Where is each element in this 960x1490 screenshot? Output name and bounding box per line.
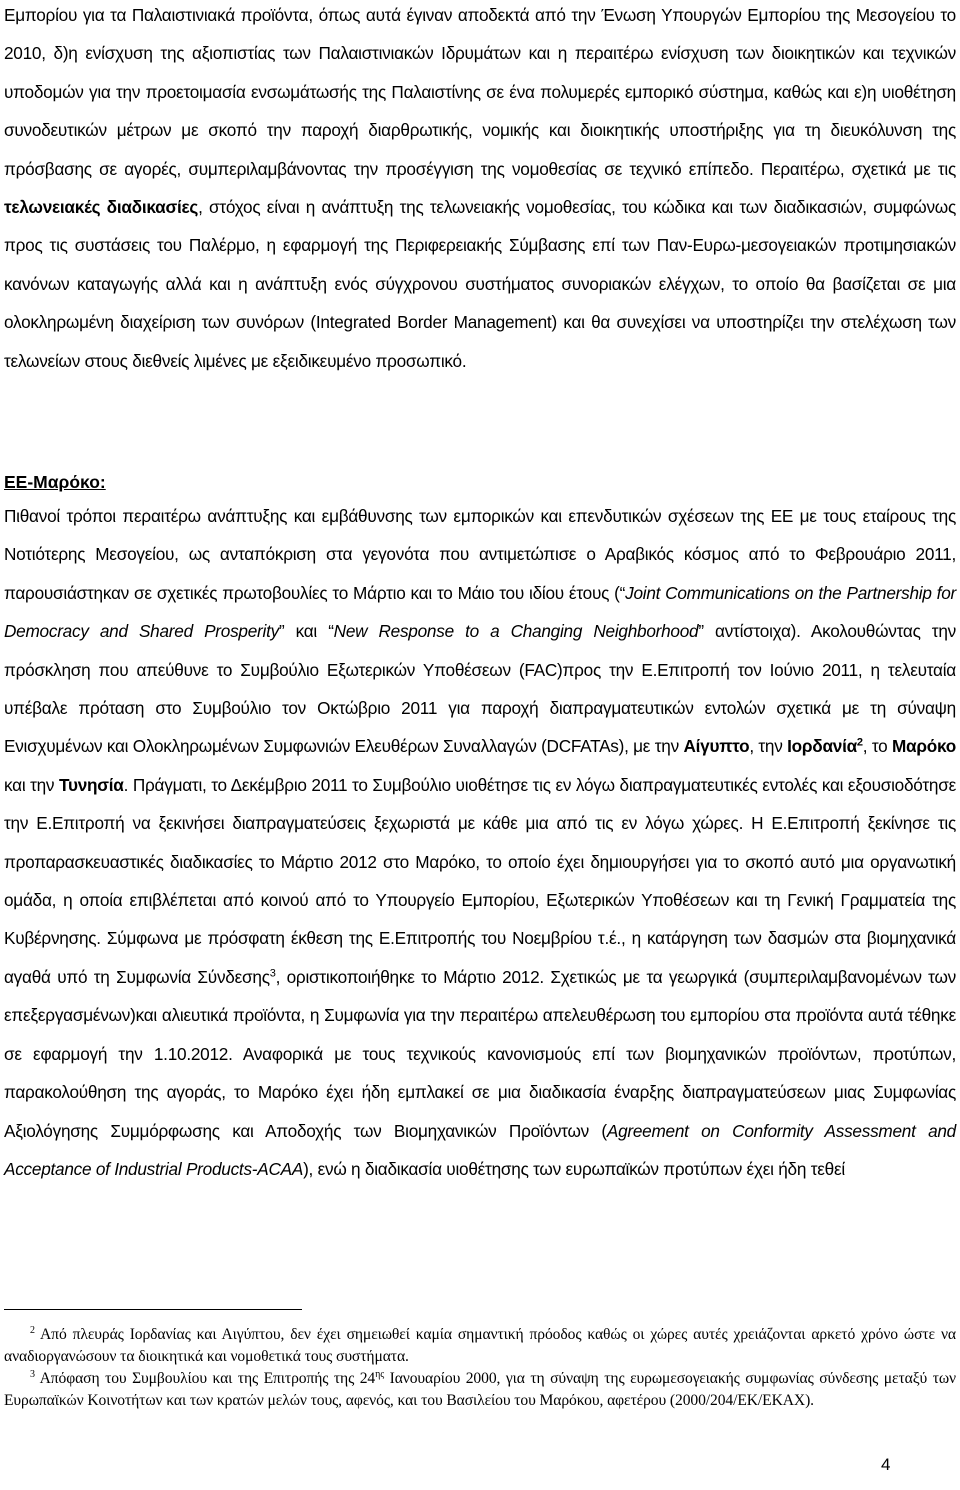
- footnote-text: Από πλευράς Ιορδανίας και Αιγύπτου, δεν έχει σημειωθεί καμία σημαντική πρόοδος καθώς οι χώρες αυτές χρειάζονται αρκετό χρόνο ώστε να αναδιοργανώσουν τα διοικητικά και νομοθετικά τους συστήματα.: [4, 1326, 956, 1365]
- bold-country-egypt: Αίγυπτο: [683, 736, 750, 757]
- section-heading-eu-morocco: ΕΕ-Μαρόκο:: [4, 472, 106, 492]
- paragraph-text: ” και “: [278, 621, 334, 642]
- italic-title-new-response: New Response to a Changing Neighborhood: [333, 621, 699, 642]
- bold-country-morocco: Μαρόκο: [891, 736, 956, 757]
- paragraph-text: . Πράγματι, το Δεκέμβριο 2011 το Συμβούλιο υιοθέτησε τις εν λόγω διαπραγματευτικές εντολές και εξουσιοδότησε την Ε.Επιτροπή να ξεκινήσει διαπραγματεύσεις ξεχωριστά με κάθε μια από τις εν λόγω χώρες. Η Ε.Επιτροπή ξεκίνησε τις προπαρασκευαστικές διαδικασίες το Μάρτιο 2012 στο Μαρόκο, το οποίο έχει δημιουργήσει για το σκοπό αυτό μια οργανωτική ομάδα, η οποία επιβλέπεται από κοινού από το Υπουργείο Εμπορίου, Εξωτερικών Υποθέσεων και τη Γενική Γραμματεία της Κυβέρνησης. Σύμφωνα με πρόσφατη έκθεση της Ε.Επιτροπής του Νοεμβρίου τ.έ., η κατάργηση των δασμών στα βιομηχανικά αγαθά υπό τη Συμφωνία Σύνδεσης: [4, 774, 956, 987]
- bold-country-jordan: Ιορδανία: [787, 736, 857, 757]
- footnotes: [4, 1324, 956, 1412]
- paragraph-text: Εμπορίου για τα Παλαιστινιακά προϊόντα, όπως αυτά έγιναν αποδεκτά από την Ένωση Υπουργών Εμπορίου της Μεσογείου το 2010, δ)η ενίσχυση της αξιοπιστίας των Παλαιστινιακών Ιδρυμάτων και η περαιτέρω ενίσχυση των διοικητικών και τεχνικών υποδομών για την προετοιμασία ενσωμάτωσής της Παλαιστίνης σε ένα πολυμερές εμπορικό σύστημα, καθώς και ε)η υιοθέτηση συνοδευτικών μέτρων με σκοπό την παροχή διαρθρωτικής, νομικής και διοικητικής υποστήριξης για τη διευκόλυνση της πρόσβασης σε αγορές, συμπεριλαμβάνοντας την προσέγγιση της νομοθεσίας σε τεχνικό επίπεδο. Περαιτέρω, σχετικά με τις: [4, 5, 956, 179]
- body-paragraph-eu-morocco: [4, 497, 956, 1188]
- paragraph-text: Πιθανοί τρόποι περαιτέρω ανάπτυξης και εμβάθυνσης των εμπορικών και επενδυτικών σχέσεων της ΕΕ με τους εταίρους της Νοτιότερης Μεσογείου, ως ανταπόκριση στα γεγονότα που αντιμετώπισε ο Αραβικός κόσμος από το Φεβρουάριο 2011, παρουσιάστηκαν σε σχετικές πρωτοβουλίες το Μάρτιο και το Μάιο του ιδίου έτους (“: [4, 506, 956, 603]
- footnote-text: Απόφαση του Συμβουλίου και της Επιτροπής της 24: [39, 1370, 376, 1387]
- footnote-text: Ιανουαρίου 2000, για τη σύναψη της ευρωμεσογειακής συμφωνίας σύνδεσης μεταξύ των Ευρωπαϊκών Κοινοτήτων και των κρατών μελών τους, αφενός, και του Βασιλείου του Μαρόκου, αφετέρου (2000/204/ΕΚ/ΕΚΑΧ).: [4, 1370, 956, 1409]
- footnote-ordinal-suffix: ης: [375, 1368, 385, 1380]
- footnote-reference-3[interactable]: 3: [269, 967, 276, 980]
- footnote-3: [4, 1368, 956, 1412]
- footnote-number: 3: [30, 1368, 35, 1380]
- paragraph-text: , οριστικοποιήθηκε το Μάρτιο 2012. Σχετικώς με τα γεωργικά (συμπεριλαμβανομένων των επεξεργασμένων)και αλιευτικά προϊόντα, η Συμφωνία για την περαιτέρω απελευθέρωση του εμπορίου στα προϊόντα αυτά τέθηκε σε εφαρμογή την 1.10.2012. Αναφορικά με τους τεχνικούς κανονισμούς επί των βιομηχανικών προϊόντων, προτύπων, παρακολούθηση της αγοράς, το Μαρόκο έχει ήδη εμπλακεί σε μια διαδικασία έναρξης διαπραγματεύσεων μιας Συμφωνίας Αξιολόγησης Συμμόρφωσης και Αποδοχής των Βιομηχανικών Προϊόντων (: [4, 966, 956, 1141]
- italic-title-joint-communications: Joint Communications on the Partnership for Democracy and Shared Prosperity: [4, 582, 956, 642]
- paragraph-text: ), ενώ η διαδικασία υιοθέτησης των ευρωπαϊκών προτύπων έχει ήδη τεθεί: [303, 1158, 845, 1179]
- paragraph-text: ” αντίστοιχα). Ακολουθώντας την πρόσκληση που απεύθυνε το Συμβούλιο Εξωτερικών Υποθέσεων (FAC)προς την Ε.Επιτροπή τον Ιούνιο 2011, η τελευταία υπέβαλε πρόταση στο Συμβούλιο τον Οκτώβριο 2011 για παροχή διαπραγματευτικών εντολών σχετικά με τη σύναψη Ενισχυμένων και Ολοκληρωμένων Συμφωνιών Ελευθέρων Συναλλαγών (DCFATAs), με την: [4, 621, 956, 757]
- footnote-number: 2: [30, 1324, 35, 1336]
- paragraph-text: και την: [4, 774, 59, 795]
- footnote-reference-2[interactable]: 2: [856, 736, 863, 749]
- paragraph-text: , στόχος είναι η ανάπτυξη της τελωνειακής νομοθεσίας, του κώδικα και των διαδικασιών, συμφώνως προς τις συστάσεις του Παλέρμο, η εφαρμογή της Περιφερειακής Σύμβασης επί των Παν-Ευρω-μεσογειακών προτιμησιακών κανόνων καταγωγής αλλά και η ανάπτυξη ενός σύγχρονου συστήματος συνοριακών ελέγχων, το οποίο θα βασίζεται σε μια ολοκληρωμένη διαχείριση των συνόρων (Integrated Border Management) και θα συνεχίσει να υποστηρίζει την στελέχωση των τελωνείων στους διεθνείς λιμένες με εξειδικευμένο προσωπικό.: [4, 197, 956, 371]
- footnote-separator: [4, 1309, 302, 1310]
- paragraph-text: , την: [749, 736, 788, 757]
- paragraph-text: , το: [862, 736, 892, 757]
- bold-term-customs-procedures: τελωνειακές διαδικασίες: [4, 197, 199, 218]
- footnote-2: [4, 1324, 956, 1368]
- italic-title-acaa: Agreement on Conformity Assessment and Acceptance of Industrial Products-ACAA: [4, 1120, 956, 1179]
- body-paragraph-palestine: [4, 0, 956, 380]
- bold-country-tunisia: Τυνησία: [58, 774, 124, 795]
- page-number: 4: [881, 1455, 891, 1474]
